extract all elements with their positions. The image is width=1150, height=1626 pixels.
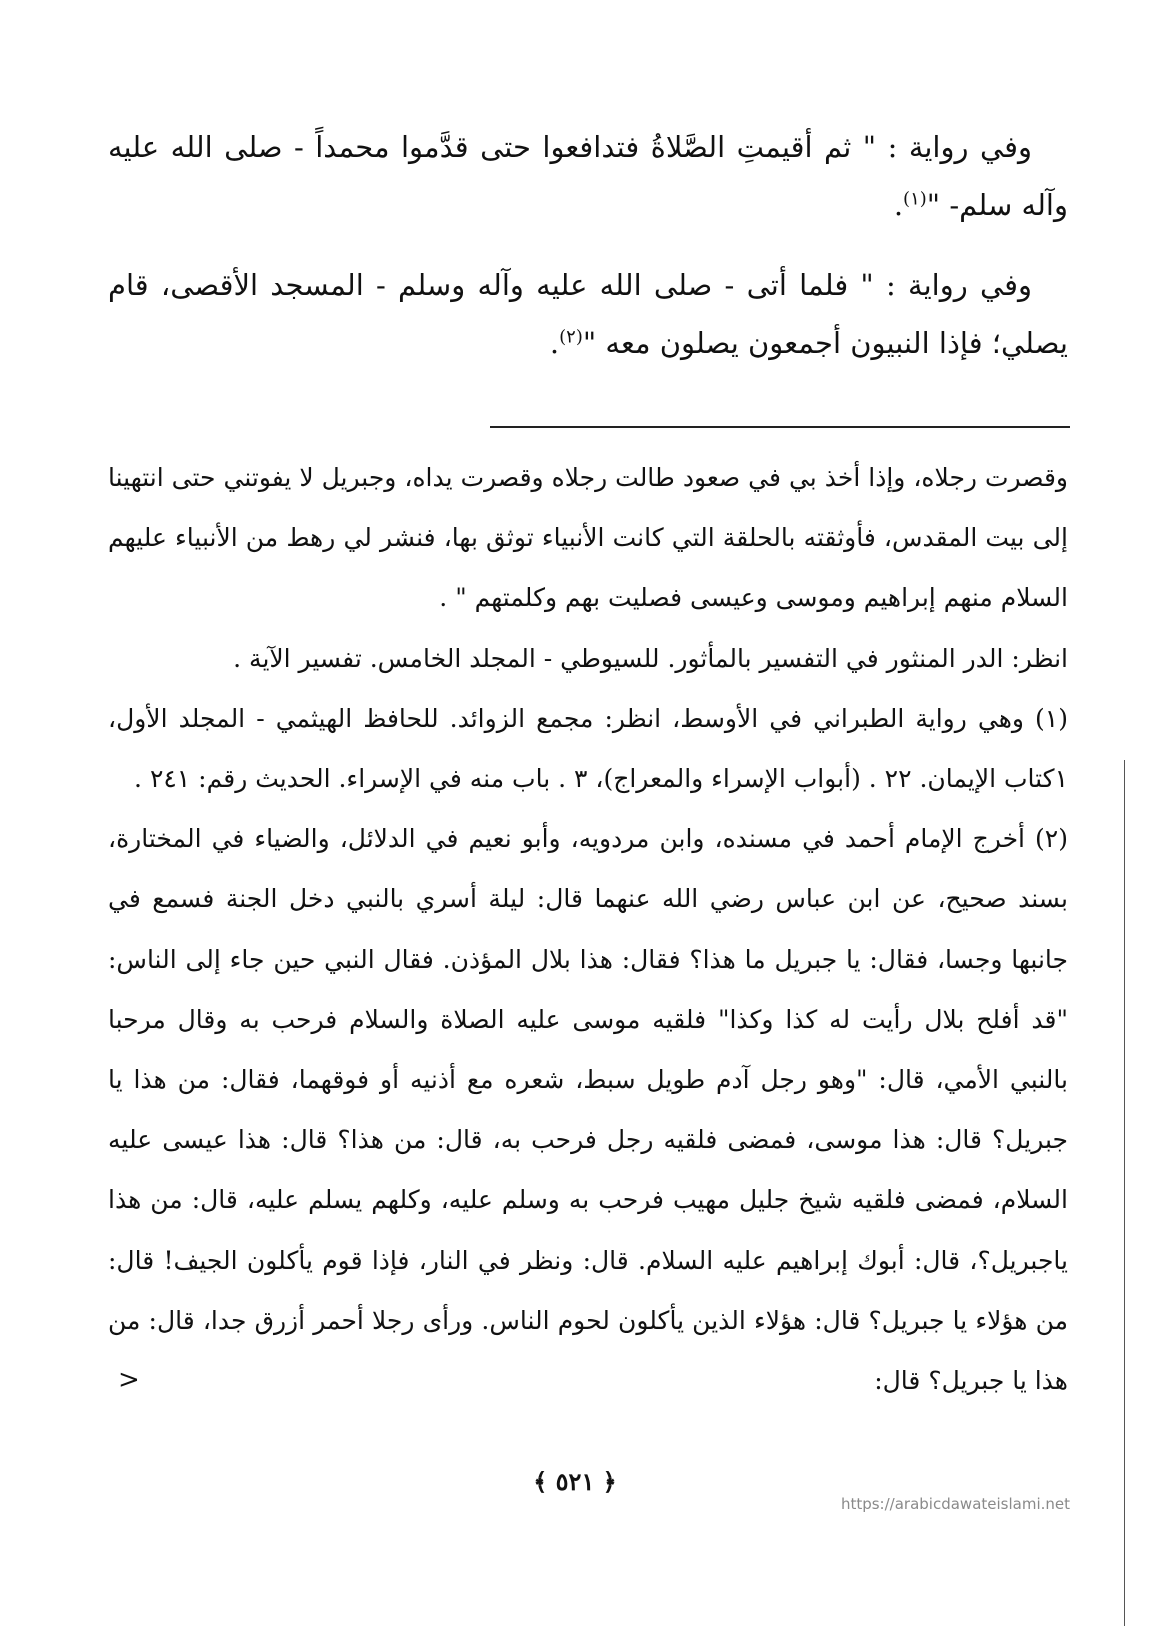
main-paragraph-2-text: وفي رواية : " فلما أتى - صلى الله عليه وآله وسلم - المسجد الأقصى، قام يصلي؛ فإذا النبيون أجمعون يصلون معه " xyxy=(108,268,1068,360)
main-paragraph-1 xyxy=(108,118,1068,234)
watermark-url: https://arabicdawateislami.net xyxy=(840,1495,1070,1513)
footnote-ref-2: (٢) xyxy=(559,326,583,348)
footnote-separator xyxy=(490,426,1070,428)
main-paragraph-2 xyxy=(108,256,1068,372)
footnote-2: (٢) أخرج الإمام أحمد في مسنده، وابن مردويه، وأبو نعيم في الدلائل، والضياء في المختارة، بسند صحيح، عن ابن عباس رضي الله عنهما قال: ليلة أسري بالنبي دخل الجنة فسمع في جانبها وجسا، فقال: يا جبريل ما هذا؟ فقال: هذا بلال المؤذن. فقال النبي حين جاء إلى الناس: "قد أفلح بلال رأيت له كذا وكذا" فلقيه موسى عليه الصلاة والسلام فرحب به وقال مرحبا بالنبي الأمي، قال: "وهو رجل آدم طويل سبط، شعره مع أذنيه أو فوقهما، فقال: من هذا يا جبريل؟ قال: هذا موسى، فمضى فلقيه رجل فرحب به، قال: من هذا؟ قال: هذا عيسى عليه السلام، فمضى فلقيه شيخ جليل مهيب فرحب به وسلم عليه، وكلهم يسلم عليه، قال: من هذا ياجبريل؟، قال: أبوك إبراهيم عليه السلام. قال: ونظر في النار، فإذا قوم يأكلون الجيف! قال: من هؤلاء يا جبريل؟ قال: هؤلاء الذين يأكلون لحوم الناس. ورأى رجلا أحمر أزرق جدا، قال: من هذا يا جبريل؟ قال: xyxy=(108,824,1068,1396)
footnote-continuation: وقصرت رجلاه، وإذا أخذ بي في صعود طالت رجلاه وقصرت يداه، وجبريل لا يفوتني حتى انتهينا إلى بيت المقدس، فأوثقته بالحلقة التي كانت الأنبياء توثق بها، فنشر لي رهط من الأنبياء عليهم السلام منهم إبراهيم وموسى وعيسى فصليت بهم وكلمتهم " . xyxy=(108,463,1068,613)
footnote-source: انظر: الدر المنثور في التفسير بالمأثور. للسيوطي - المجلد الخامس. تفسير الآية . xyxy=(233,643,1068,673)
footnotes-block xyxy=(108,448,1068,1411)
scan-edge-line xyxy=(1124,760,1125,1626)
main-paragraph-1-text: وفي رواية : " ثم أقيمتِ الصَّلاةُ فتدافعوا حتى قدَّموا محمداً - صلى الله عليه وآله سلم- " xyxy=(108,130,1068,222)
footnote-ref-1: (١) xyxy=(903,188,927,210)
main-paragraph-1-end: . xyxy=(893,188,904,222)
main-text-block xyxy=(108,118,1068,394)
main-paragraph-2-end: . xyxy=(549,326,560,360)
continuation-arrow-icon: > xyxy=(118,1365,140,1395)
footnote-1: (١) وهي رواية الطبراني في الأوسط، انظر: مجمع الزوائد. للحافظ الهيثمي - المجلد الأول، ١كتاب الإيمان. ٢٢ . (أبواب الإسراء والمعراج)، ٣ . باب منه في الإسراء. الحديث رقم: ٢٤١ . xyxy=(108,703,1068,794)
page-number: ﴿ ٥٢١ ﴾ xyxy=(533,1467,617,1496)
